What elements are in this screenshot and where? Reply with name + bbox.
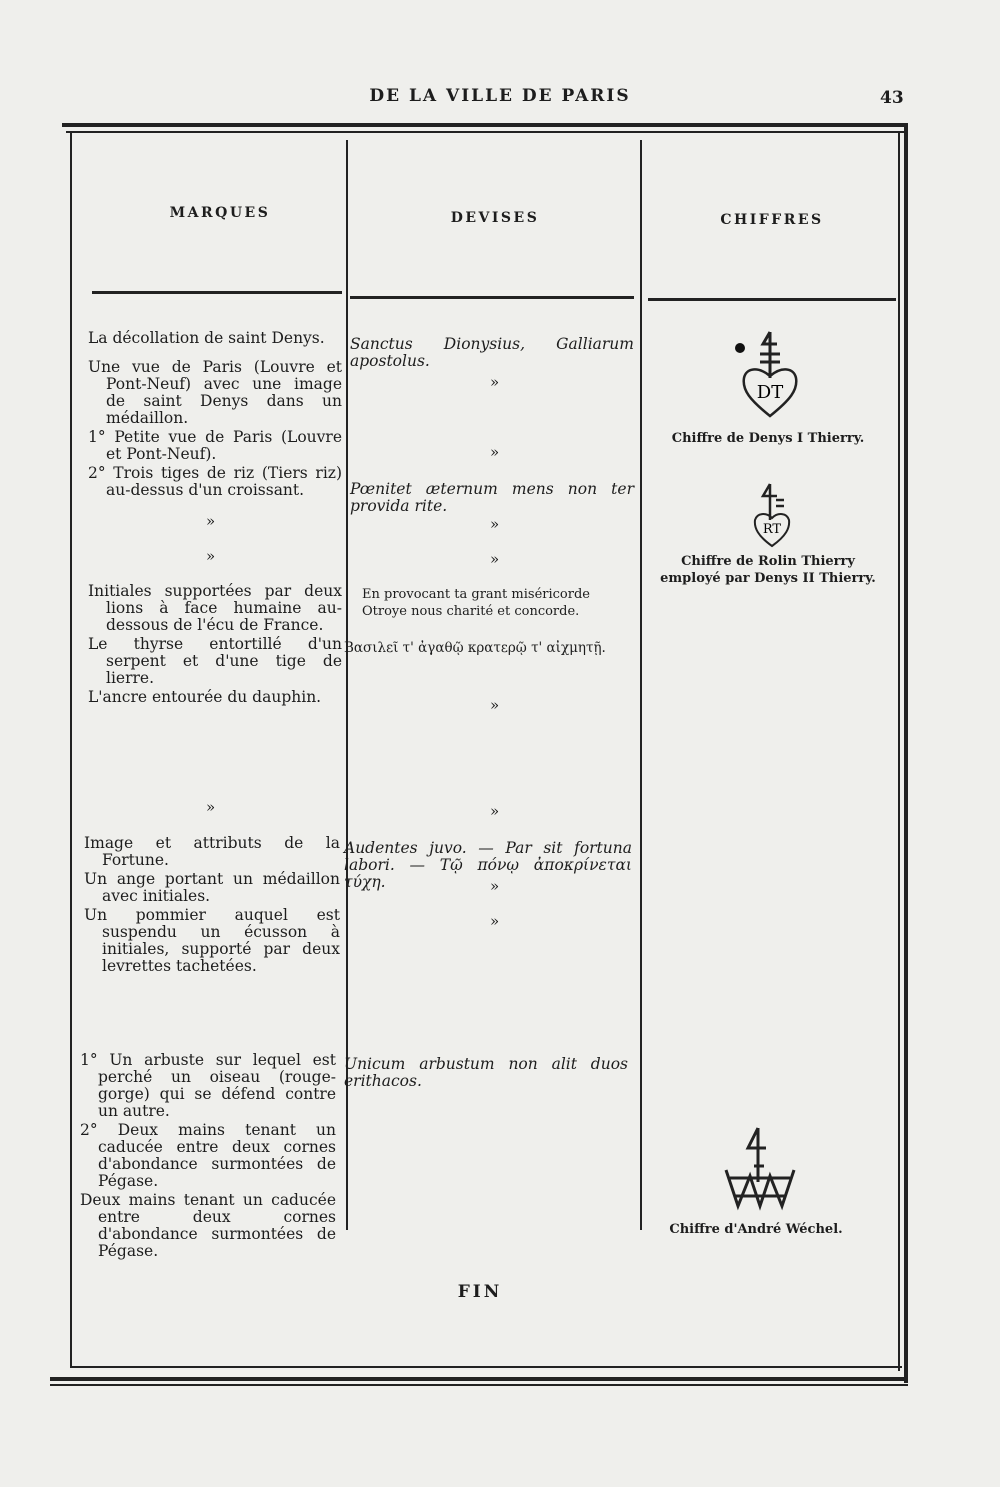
devise-line: Otroye nous charité et concorde. — [362, 604, 580, 619]
marque-entry: Image et attributs de la Fortune. — [84, 834, 340, 869]
header-rule-2 — [350, 296, 634, 299]
marque-entry: 1° Un arbuste sur lequel est perché un oiseau (rouge-gorge) qui se défend contre un autre. — [80, 1051, 336, 1120]
page-number: 43 — [880, 88, 904, 108]
marque-entry: Deux mains tenant un caducée entre deux cornes d'abondance surmontées de Pégase. — [80, 1191, 336, 1260]
top-rule-thin — [66, 131, 906, 133]
running-title: DE LA VILLE DE PARIS — [369, 86, 631, 106]
marque-ditto: » — [206, 512, 216, 530]
devise-entry: Audentes juvo. — Par sit fortuna labori. — Τῷ πόνῳ ἀποκρίνεται τύχη. — [344, 839, 632, 891]
ink-blot — [735, 343, 745, 353]
marque-entry: Un ange portant un médaillon avec initiales. — [84, 870, 340, 905]
devise-ditto: » — [490, 802, 500, 820]
fin-label: FIN — [457, 1282, 503, 1302]
monogram-rolin-thierry — [744, 480, 800, 550]
col-divider-2 — [640, 140, 642, 1230]
marque-entry: L'ancre entourée du dauphin. — [88, 688, 322, 706]
caption-rolin-thierry — [618, 553, 918, 587]
caption-andre-wechel: Chiffre d'André Wéchel. — [669, 1222, 843, 1237]
marque-entry: 2° Trois tiges de riz (Tiers riz) au-dessus d'un croissant. — [88, 464, 342, 499]
devise-ditto: » — [490, 877, 500, 895]
marques-block-3 — [84, 835, 340, 977]
top-rule-thick — [62, 123, 908, 127]
marque-entry: 1° Petite vue de Paris (Louvre et Pont-Neuf). — [88, 428, 342, 463]
marques-block-4 — [80, 1052, 336, 1262]
monogram-letters: DT — [756, 382, 784, 403]
devise-entry: Βασιλεῖ τ' ἀγαθῷ κρατερῷ τ' αἰχμητῇ. — [344, 640, 606, 656]
bottom-rule-thick — [50, 1377, 908, 1381]
marques-block-2 — [88, 583, 342, 708]
marque-ditto: » — [206, 798, 216, 816]
marque-entry: Une vue de Paris (Louvre et Pont-Neuf) avec une image de saint Denys dans un médaillon. — [88, 358, 342, 427]
marques-block-1 — [88, 330, 342, 501]
right-rule-thick — [904, 127, 908, 1383]
caption-line: employé par Denys II Thierry. — [660, 571, 876, 586]
devise-ditto: » — [490, 443, 500, 461]
devise-line: En provocant ta grant miséricorde — [362, 587, 590, 602]
monogram-letters: RT — [762, 522, 782, 537]
marque-entry: La décollation de saint Denys. — [88, 329, 325, 347]
devise-entry: Unicum arbustum non alit duos erithacos. — [344, 1055, 628, 1090]
caption-line: Chiffre de Rolin Thierry — [681, 554, 855, 569]
column-header-marques: MARQUES — [169, 205, 271, 221]
caption-denys-i: Chiffre de Denys I Thierry. — [671, 431, 865, 446]
bottom-rule-thin — [70, 1366, 902, 1368]
monogram-andre-wechel — [720, 1126, 800, 1212]
devise-entry — [362, 586, 632, 620]
devise-entry: Pœnitet æternum mens non ter provida rite. — [350, 480, 634, 515]
devise-entry: Sanctus Dionysius, Galliarum apostolus. — [350, 335, 634, 370]
header-rule-3 — [648, 298, 896, 301]
devise-ditto: » — [490, 696, 500, 714]
devise-ditto: » — [490, 373, 500, 391]
devise-ditto: » — [490, 515, 500, 533]
marque-entry: Initiales supportées par deux lions à face humaine au-dessous de l'écu de France. — [88, 582, 342, 634]
left-rule — [70, 131, 72, 1366]
marque-entry: Un pommier auquel est suspendu un écusson à initiales, supporté par deux levrettes tachetées. — [84, 906, 340, 975]
marque-entry: 2° Deux mains tenant un caducée entre deux cornes d'abondance surmontées de Pégase. — [80, 1121, 336, 1190]
column-header-chiffres: CHIFFRES — [720, 212, 824, 228]
devise-ditto: » — [490, 912, 500, 930]
bottom-rule-thin-2 — [50, 1384, 908, 1386]
header-rule-1 — [92, 291, 342, 294]
right-rule-thin — [898, 131, 900, 1371]
column-header-devises: DEVISES — [450, 210, 540, 226]
w-monogram — [726, 1170, 794, 1206]
monogram-denys-i-thierry — [730, 326, 810, 422]
marque-ditto: » — [206, 547, 216, 565]
devise-ditto: » — [490, 550, 500, 568]
marque-entry: Le thyrse entortillé d'un serpent et d'une tige de lierre. — [88, 635, 342, 687]
